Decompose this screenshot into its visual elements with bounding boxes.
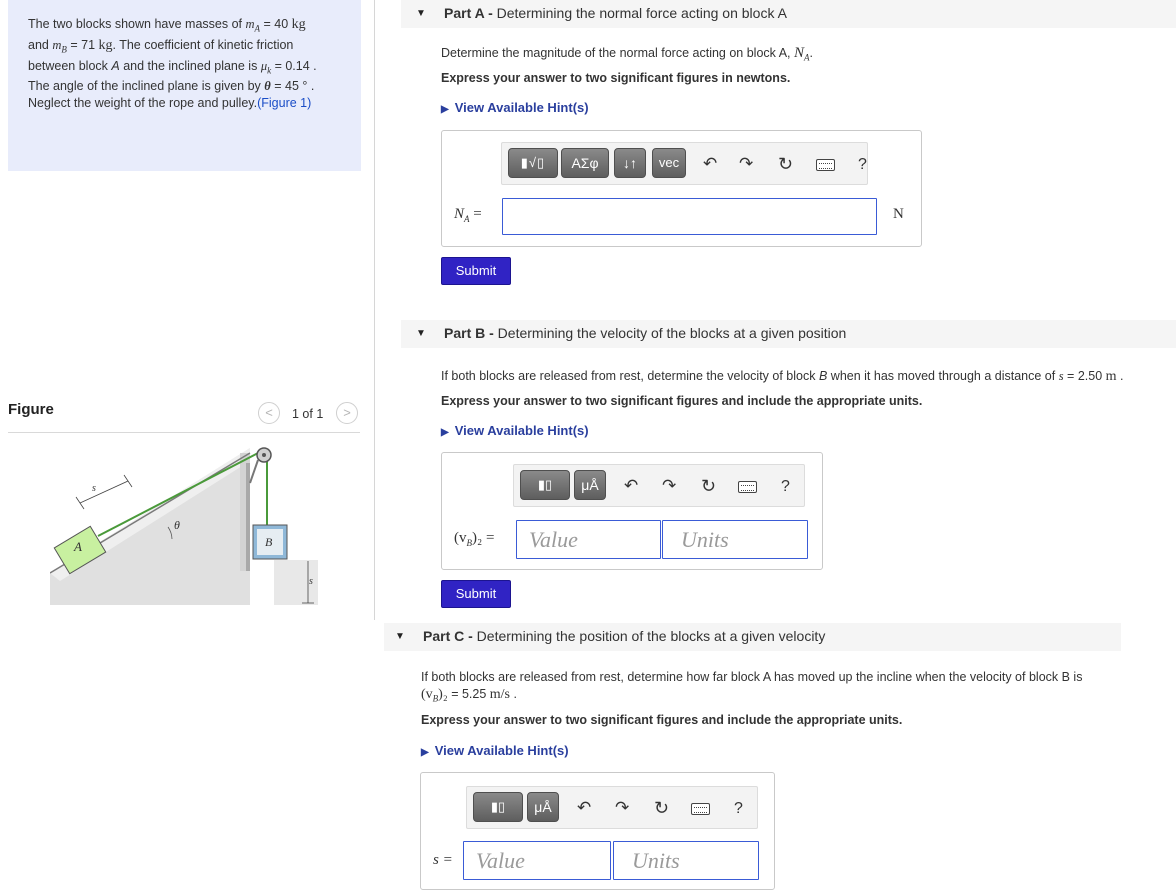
- dim-tick-2: [124, 475, 132, 487]
- block-a-label: A: [74, 539, 82, 554]
- problem-line-2: and $m_B = 71$ kg. The coefficient of kinetic friction: [28, 37, 294, 55]
- part-b-submit-button[interactable]: Submit: [441, 580, 511, 608]
- part-b-question: If both blocks are released from rest, determine the velocity of block B when it has moved through a distance of s = 2.50 m .: [441, 369, 1124, 384]
- redo-icon[interactable]: ↷: [615, 798, 630, 817]
- part-b-instruction: Express your answer to two significant figures and include the appropriate units.: [441, 394, 923, 408]
- part-c-instruction: Express your answer to two significant figures and include the appropriate units.: [421, 713, 903, 727]
- dim-s-top: s: [92, 483, 96, 494]
- templates-button[interactable]: ▮▯: [473, 792, 523, 822]
- help-icon[interactable]: ?: [781, 478, 790, 495]
- block-b-label: B: [265, 535, 273, 549]
- figure-diagram: [50, 443, 318, 605]
- part-b-answer-box: [441, 452, 823, 570]
- reset-icon[interactable]: ↻: [654, 798, 670, 818]
- templates-button[interactable]: ▮√▯: [508, 148, 558, 178]
- part-c-value-input[interactable]: Value: [463, 841, 611, 880]
- collapse-triangle-icon[interactable]: ▼: [395, 631, 405, 642]
- collapse-triangle-icon[interactable]: ▼: [416, 8, 426, 19]
- support-post: [246, 463, 250, 571]
- vector-button[interactable]: vec: [652, 148, 686, 178]
- problem-line-3: between block A and the inclined plane is $\mu_k = 0.14$ .: [28, 58, 317, 76]
- part-a-submit-button[interactable]: Submit: [441, 257, 511, 285]
- part-a-answer-input[interactable]: [502, 198, 877, 235]
- units-button[interactable]: μÅ: [574, 470, 606, 500]
- keyboard-icon[interactable]: [816, 159, 835, 171]
- part-b-toolbar: [513, 464, 805, 507]
- reset-icon[interactable]: ↻: [701, 476, 717, 496]
- dim-tick-1: [76, 497, 84, 509]
- figure-divider: [8, 432, 360, 433]
- part-c-units-input[interactable]: Units: [613, 841, 759, 880]
- part-b-answer-label: $(v_B)_2$ =: [454, 530, 495, 548]
- problem-statement: [8, 0, 361, 171]
- problem-line-1: The two blocks shown have masses of $m_A = 40$ kg: [28, 17, 306, 34]
- greek-symbols-button[interactable]: ΑΣφ: [561, 148, 609, 178]
- collapse-triangle-icon[interactable]: ▼: [416, 328, 426, 339]
- part-a-answer-box: [441, 130, 922, 247]
- part-c-question-line-2: $(v_B)_2 = 5.25$ m/s .: [421, 687, 517, 704]
- part-c-toolbar: [466, 786, 758, 829]
- theta-label: θ: [174, 518, 180, 532]
- figure-link[interactable]: (Figure 1): [257, 95, 312, 110]
- pulley-hub: [262, 453, 266, 457]
- expand-triangle-icon: ▶: [421, 747, 429, 758]
- part-c-answer-label: s =: [433, 852, 453, 868]
- part-a-question: Determine the magnitude of the normal force acting on block A, $N_A$.: [441, 45, 813, 63]
- redo-icon[interactable]: ↷: [662, 476, 677, 495]
- part-a-header[interactable]: ▼ Part A - Determining the normal force acting on block A: [401, 0, 1176, 28]
- part-b-header[interactable]: ▼ Part B - Determining the velocity of the blocks at a given position: [401, 320, 1176, 348]
- part-b-value-input[interactable]: Value: [516, 520, 661, 559]
- reset-icon[interactable]: ↻: [778, 154, 794, 174]
- expand-triangle-icon: ▶: [441, 104, 449, 115]
- units-button[interactable]: μÅ: [527, 792, 559, 822]
- figure-next-button[interactable]: >: [336, 402, 358, 424]
- part-a-instruction: Express your answer to two significant figures in newtons.: [441, 71, 791, 85]
- expand-triangle-icon: ▶: [441, 427, 449, 438]
- help-icon[interactable]: ?: [858, 156, 867, 173]
- dim-line-top: [80, 481, 128, 503]
- help-icon[interactable]: ?: [734, 800, 743, 817]
- keyboard-icon[interactable]: [691, 803, 710, 815]
- keyboard-icon[interactable]: [738, 481, 757, 493]
- part-c-question-line-1: If both blocks are released from rest, determine how far block A has moved up the incline when the velocity of block B is: [421, 670, 1083, 684]
- figure-title: Figure: [8, 401, 54, 418]
- undo-icon[interactable]: ↶: [624, 476, 639, 495]
- undo-icon[interactable]: ↶: [703, 154, 718, 173]
- part-c-answer-box: [420, 772, 775, 890]
- redo-icon[interactable]: ↷: [739, 154, 754, 173]
- part-a-toolbar: [501, 142, 868, 185]
- problem-line-5: Neglect the weight of the rope and pulley.(Figure 1): [28, 95, 312, 110]
- part-c-hint-link[interactable]: ▶ View Available Hint(s): [421, 743, 569, 758]
- column-divider: [374, 0, 375, 620]
- part-a-unit: N: [893, 206, 904, 222]
- subscript-superscript-button[interactable]: ↓↑: [614, 148, 646, 178]
- part-b-hint-link[interactable]: ▶ View Available Hint(s): [441, 423, 589, 438]
- part-a-answer-label: $N_A$ =: [454, 206, 482, 224]
- figure-counter: 1 of 1: [292, 407, 324, 421]
- problem-line-4: The angle of the inclined plane is given by θ = 45 ° .: [28, 79, 315, 94]
- undo-icon[interactable]: ↶: [577, 798, 592, 817]
- part-c-header[interactable]: ▼ Part C - Determining the position of the blocks at a given velocity: [384, 623, 1121, 651]
- part-a-hint-link[interactable]: ▶ View Available Hint(s): [441, 100, 589, 115]
- mass-a-symbol: m: [245, 17, 255, 31]
- dim-s-right: s: [309, 576, 313, 587]
- templates-button[interactable]: ▮▯: [520, 470, 570, 500]
- figure-prev-button[interactable]: <: [258, 402, 280, 424]
- part-b-units-input[interactable]: Units: [662, 520, 808, 559]
- pulley-bracket: [250, 460, 258, 483]
